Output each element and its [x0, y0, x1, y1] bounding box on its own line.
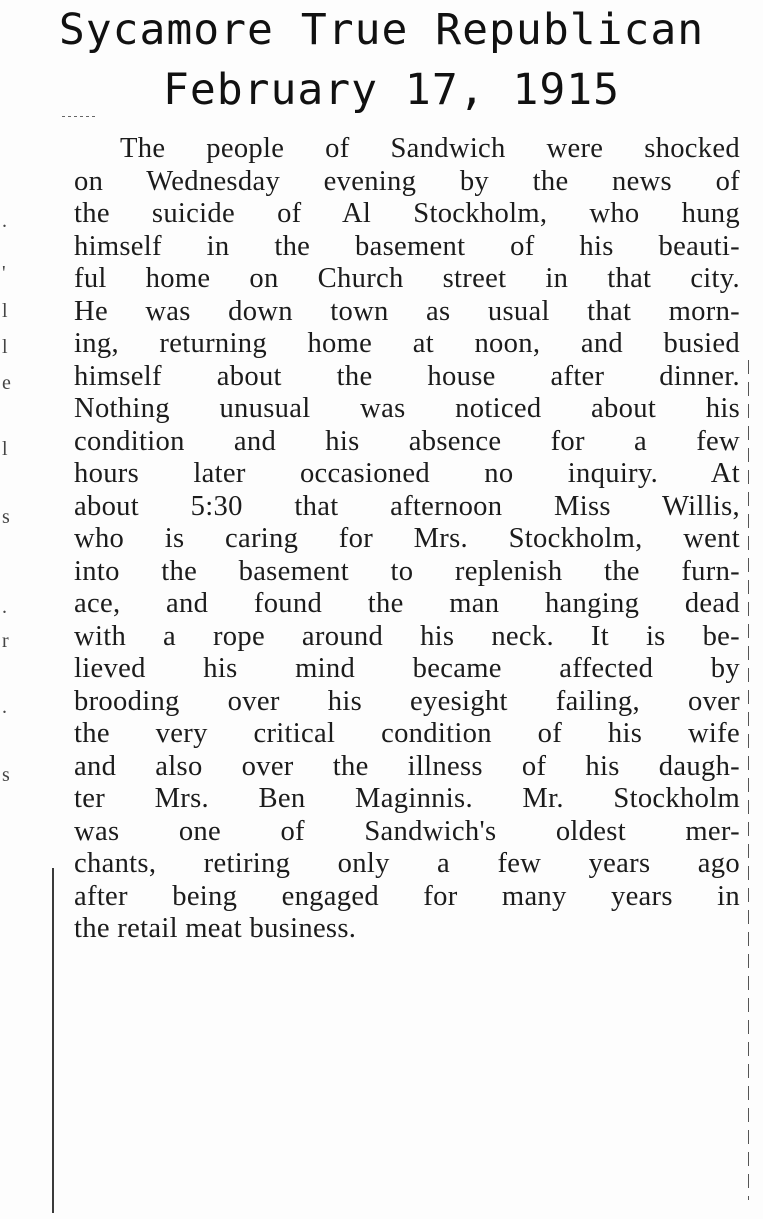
article-line: into the basement to replenish the furn-: [74, 555, 740, 587]
margin-mark: r: [2, 630, 9, 652]
article-line: the suicide of Al Stockholm, who hung: [74, 198, 740, 229]
article-line: ace, and found the man hanging dead: [74, 588, 740, 619]
article-line: about 5:30 that afternoon Miss Willis,: [74, 490, 740, 522]
margin-mark: l: [2, 438, 8, 460]
article-line: was one of Sandwich's oldest mer-: [74, 815, 740, 847]
margin-mark: .: [2, 210, 7, 232]
margin-mark: l: [2, 336, 8, 358]
article-line: himself in the basement of his beauti-: [74, 230, 740, 262]
article-line: ful home on Church street in that city.: [74, 263, 740, 294]
article-line: himself about the house after dinner.: [74, 360, 740, 392]
margin-mark: s: [2, 506, 10, 528]
article-line: the very critical condition of his wife: [74, 718, 740, 749]
publication-date: February 17, 1915: [162, 65, 621, 115]
article-line: hours later occasioned no inquiry. At: [74, 458, 740, 489]
article-line: after being engaged for many years in: [74, 880, 740, 912]
article-body: [74, 133, 740, 946]
article-line: on Wednesday evening by the news of: [74, 165, 740, 197]
column-rule-left: [52, 868, 54, 1213]
margin-mark: e: [2, 372, 11, 394]
article-line: condition and his absence for a few: [74, 425, 740, 457]
article-line: ter Mrs. Ben Maginnis. Mr. Stockholm: [74, 783, 740, 814]
article-line: lieved his mind became affected by: [74, 653, 740, 684]
margin-mark: .: [2, 596, 7, 618]
scan-dash-artifact: [62, 116, 98, 117]
article-line: the retail meat business.: [74, 913, 357, 944]
article-line: brooding over his eyesight failing, over: [74, 685, 740, 717]
margin-mark: s: [2, 764, 10, 786]
margin-mark: ': [2, 262, 6, 284]
article-line: with a rope around his neck. It is be-: [74, 620, 740, 652]
margin-mark: .: [2, 696, 7, 718]
article-line: Nothing unusual was noticed about his: [74, 393, 740, 424]
article-line: chants, retiring only a few years ago: [74, 848, 740, 879]
margin-mark: l: [2, 300, 8, 322]
article-line: and also over the illness of his daugh-: [74, 750, 740, 782]
article-line: He was down town as usual that morn-: [74, 295, 740, 327]
article-line: who is caring for Mrs. Stockholm, went: [74, 523, 740, 554]
column-rule-right: [748, 360, 749, 1200]
article-line: ing, returning home at noon, and busied: [74, 328, 740, 359]
newspaper-title: Sycamore True Republican: [58, 5, 705, 55]
article-line: The people of Sandwich were shocked: [120, 133, 740, 164]
